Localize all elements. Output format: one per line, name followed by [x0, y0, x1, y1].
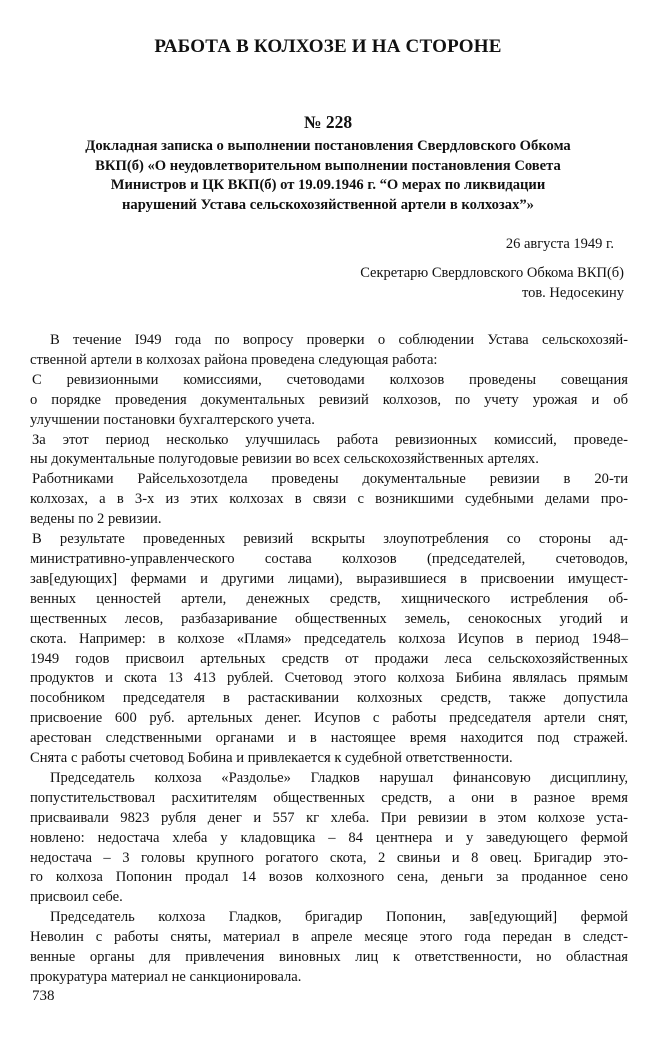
paragraph: [30, 331, 628, 371]
title-line: Докладная записка о выполнении постановления Свердловского Обкома: [85, 138, 571, 154]
text-line: го колхоза Попонин продал 14 возов колхозного сена, деньги за проданное сено: [30, 869, 628, 886]
document-title: [40, 137, 616, 215]
text-line: о порядке проведения документальных ревизий колхозов, по учету урожая и об: [30, 391, 628, 408]
text-line: ведены по 2 ревизии.: [30, 511, 162, 528]
text-line: венные органы для привлечения виновных лиц к ответственности, но областная: [30, 949, 628, 966]
paragraph: [30, 431, 628, 471]
text-line: присваивали 9823 рубля денег и 557 кг хлеба. При ревизии в этом колхозе уста-: [30, 809, 628, 826]
text-line: улучшении постановки бухгалтерского учета.: [30, 411, 315, 428]
page-number: 738: [32, 988, 55, 1004]
text-line: Работниками Райсельхозотдела проведены документальные ревизии в 20-ти: [32, 471, 628, 488]
document-date: 26 августа 1949 г.: [505, 236, 614, 252]
text-line: Председатель колхоза «Раздолье» Гладков нарушал финансовую дисциплину,: [50, 769, 628, 786]
text-line: арестован следственными органами и в настоящее время находится под стражей.: [30, 730, 628, 747]
addressee: [360, 263, 624, 303]
addressee-line: Секретарю Свердловского Обкома ВКП(б): [360, 265, 624, 281]
text-line: присвоение 600 руб. артельных денег. Исупов с работы председателя артели снят,: [30, 710, 628, 727]
text-line: ны документальные полугодовые ревизии во всех сельскохозяйственных артелях.: [30, 451, 539, 468]
title-line: ВКП(б) «О неудовлетворительном выполнении постановления Совета: [95, 157, 561, 174]
addressee-line: тов. Недосекину: [521, 285, 624, 301]
text-line: присвоил себе.: [30, 889, 123, 906]
text-line: недостача – 3 головы крупного рогатого скота, 2 свиньи и 8 овец. Бригадир это-: [30, 849, 628, 866]
running-head: РАБОТА В КОЛХОЗЕ И НА СТОРОНЕ: [154, 36, 502, 57]
text-line: С ревизионными комиссиями, счетоводами колхозов проведены совещания: [32, 371, 628, 388]
paragraph: [30, 371, 628, 431]
text-line: колхозах, а в 3-х из этих колхозах в связи с возникшими судебными делами про-: [30, 491, 628, 508]
text-line: В результате проведенных ревизий вскрыты злоупотребления со стороны ад-: [32, 531, 628, 548]
text-line: В течение I949 года по вопросу проверки о соблюдении Устава сельскохозяй-: [50, 332, 628, 348]
text-line: щественных лесов, разбазаривание общественных земель, сенокосных угодий и: [30, 610, 628, 627]
text-line: За этот период несколько улучшилась работа ревизионных комиссий, проведе-: [32, 431, 628, 448]
document-number: № 228: [303, 112, 353, 132]
text-line: 1949 годов присвоил артельных средств от продажи леса сельскохозяйственных: [30, 650, 628, 667]
title-line: нарушений Устава сельскохозяйственной артели в колхозах”»: [122, 196, 534, 213]
text-line: попустительствовал расхитителям общественных средств, а они в разное время: [30, 789, 628, 806]
text-line: Снята с работы счетовод Бобина и привлекается к судебной ответственности.: [30, 750, 513, 767]
text-line: Председатель колхоза Гладков, бригадир Попонин, зав[едующий] фермой: [50, 909, 628, 926]
paragraph: [30, 530, 628, 769]
title-line: Министров и ЦК ВКП(б) от 19.09.1946 г. “О мерах по ликвидации: [110, 177, 546, 193]
text-line: прокуратура материал не санкционировала.: [30, 969, 302, 985]
text-line: Неволин с работы сняты, материал в апреле месяце этого года передан в следст-: [30, 929, 628, 946]
text-line: скота. Например: в колхозе «Пламя» председатель колхоза Исупов в период 1948–: [30, 630, 628, 647]
text-line: ственной артели в колхозах района проведена следующая работа:: [30, 351, 438, 368]
text-line: зав[едующих] фермами и другими лицами), выразившиеся в присвоении имущест-: [30, 570, 628, 587]
text-line: министративно-управленческого состава колхозов (председателей, счетоводов,: [30, 550, 628, 567]
paragraph: [30, 908, 628, 988]
paragraph: [30, 470, 628, 530]
document-body: [30, 331, 628, 988]
paragraph: [30, 769, 628, 908]
text-line: новлено: недостача хлеба у кладовщика – 84 центнера и у заведующего фермой: [30, 829, 628, 846]
text-line: венных ценностей артели, денежных средств, хищнического истребления об-: [30, 590, 628, 607]
text-line: продуктов и скота 13 413 рублей. Счетовод этого колхоза Бибина являлась прямым: [30, 670, 628, 687]
text-line: пособником председателя в растаскивании колхозных средств, также допустила: [30, 690, 628, 707]
